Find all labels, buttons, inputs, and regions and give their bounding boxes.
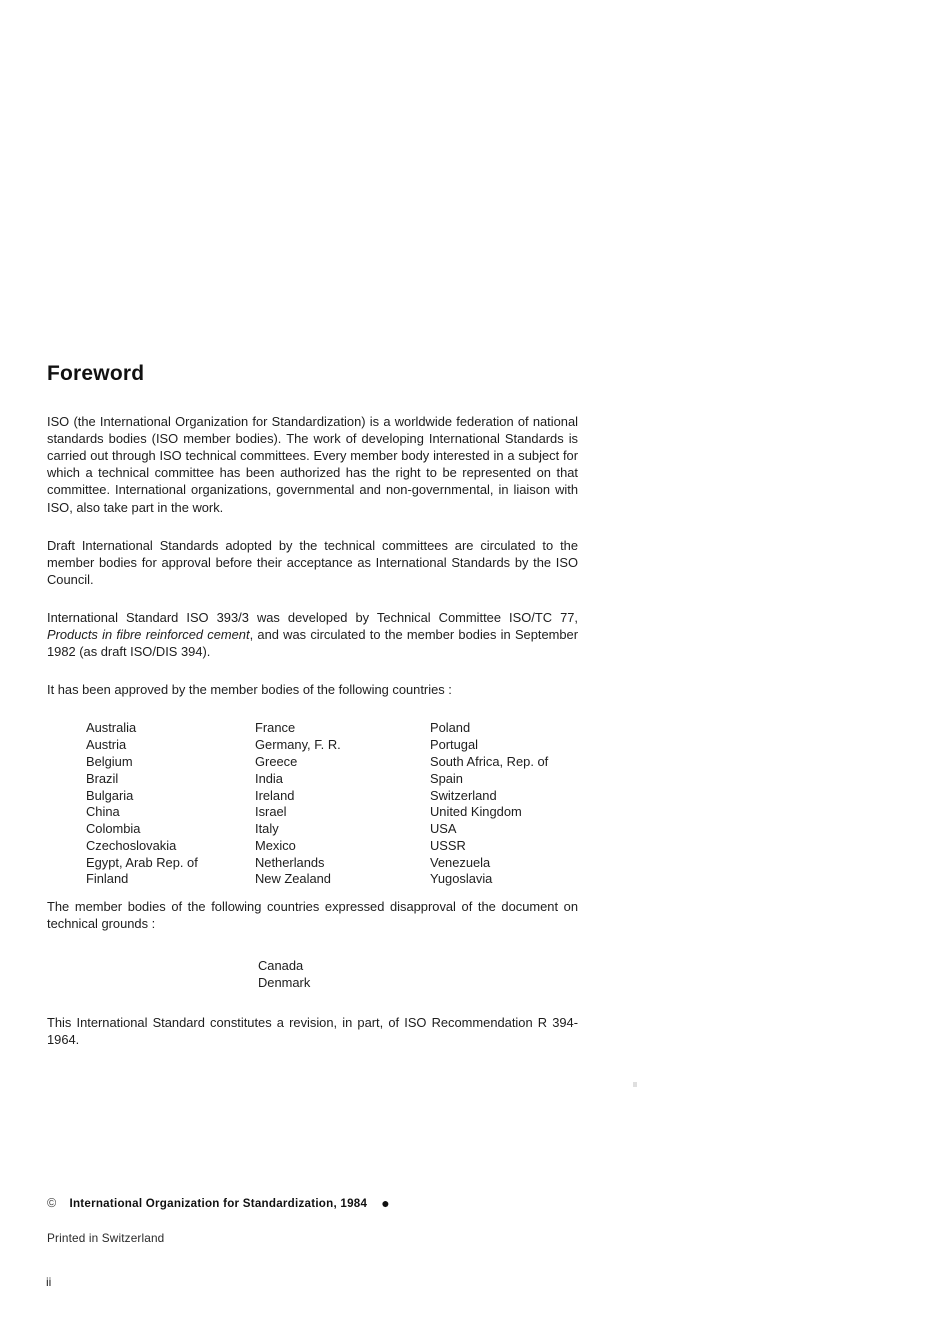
paragraph-draft-circulation: Draft International Standards adopted by the technical committees are circulated to the member bodies for approval before their acceptance as International Standards by the ISO Council.: [47, 537, 578, 587]
disapproving-countries-list: [47, 957, 578, 992]
copyright-text: International Organization for Standardization, 1984: [69, 1196, 368, 1210]
list-item: Belgium: [86, 753, 133, 769]
standard-origin-text-part2: , and was circulated to the member bodies in September 1982 (as draft ISO/DIS 394).: [47, 627, 579, 660]
list-item: Austria: [86, 737, 127, 753]
list-item: Mexico: [255, 837, 296, 853]
paragraph-disapproval-intro: The member bodies of the following countries expressed disapproval of the document on technical grounds :: [47, 899, 578, 932]
list-item: India: [255, 770, 283, 786]
list-item: Italy: [255, 821, 279, 837]
list-item: Israel: [255, 804, 287, 820]
list-item: USSR: [430, 837, 466, 853]
approving-countries-column-1: [86, 720, 198, 888]
list-item: Greece: [255, 753, 298, 769]
paragraph-standard-origin: [47, 609, 578, 660]
list-item: United Kingdom: [430, 804, 522, 820]
list-item: France: [255, 720, 296, 736]
spacer: [47, 992, 578, 1014]
page-number: ii: [46, 1275, 52, 1289]
list-item: Australia: [86, 720, 137, 736]
list-item: Canada: [258, 957, 304, 973]
list-item: Bulgaria: [86, 787, 134, 803]
list-item: Spain: [430, 770, 463, 786]
standard-origin-text-part1: International Standard ISO 393/3 was developed by Technical Committee ISO/TC 77,: [47, 609, 578, 625]
list-item: Netherlands: [255, 854, 325, 870]
paragraph-approved-intro: It has been approved by the member bodies of the following countries :: [47, 682, 452, 698]
paragraph-revision-note: This International Standard constitutes a revision, in part, of ISO Recommendation R 394-1964.: [47, 1014, 578, 1047]
approving-countries-column-3: [430, 720, 548, 888]
page-title: Foreword: [47, 362, 145, 385]
list-item: Brazil: [86, 770, 119, 786]
list-item: Ireland: [255, 787, 295, 803]
approving-countries-list: [47, 720, 578, 898]
list-item: Poland: [430, 720, 471, 736]
page-content: [47, 362, 578, 1048]
list-item: USA: [430, 821, 457, 837]
printed-in-text: Printed in Switzerland: [47, 1231, 165, 1245]
list-item: Germany, F. R.: [255, 737, 341, 753]
copyright-notice: [47, 1196, 647, 1210]
list-item: Colombia: [86, 821, 141, 837]
list-item: Switzerland: [430, 787, 497, 803]
list-item: South Africa, Rep. of: [430, 753, 549, 769]
list-item: New Zealand: [255, 871, 331, 887]
list-item: Denmark: [258, 975, 311, 991]
list-item: Egypt, Arab Rep. of: [86, 854, 198, 870]
committee-scope-title: Products in fibre reinforced cement: [47, 627, 250, 643]
list-item: Venezuela: [430, 854, 491, 870]
list-item: China: [86, 804, 120, 820]
list-item: Portugal: [430, 737, 479, 753]
paragraph-iso-introduction: ISO (the International Organization for Standardization) is a worldwide federation of national standards bodies (ISO member bodies). The work of developing International Standards is carried out through ISO technical committees. Every member body interested in a subject for which a technical committee has been authorized has the right to be represented on that committee. International organizations, governmental and non-governmental, in liaison with ISO, also take part in the work.: [47, 414, 578, 515]
copyright-icon: ©: [47, 1196, 57, 1210]
list-item: Czechoslovakia: [86, 837, 177, 853]
list-item: Yugoslavia: [430, 871, 493, 887]
page-footer: [47, 1196, 647, 1245]
list-item: Finland: [86, 871, 129, 887]
approving-countries-column-2: [255, 720, 341, 888]
scan-artifact: [633, 1082, 637, 1087]
bullet-icon: ●: [381, 1195, 390, 1211]
